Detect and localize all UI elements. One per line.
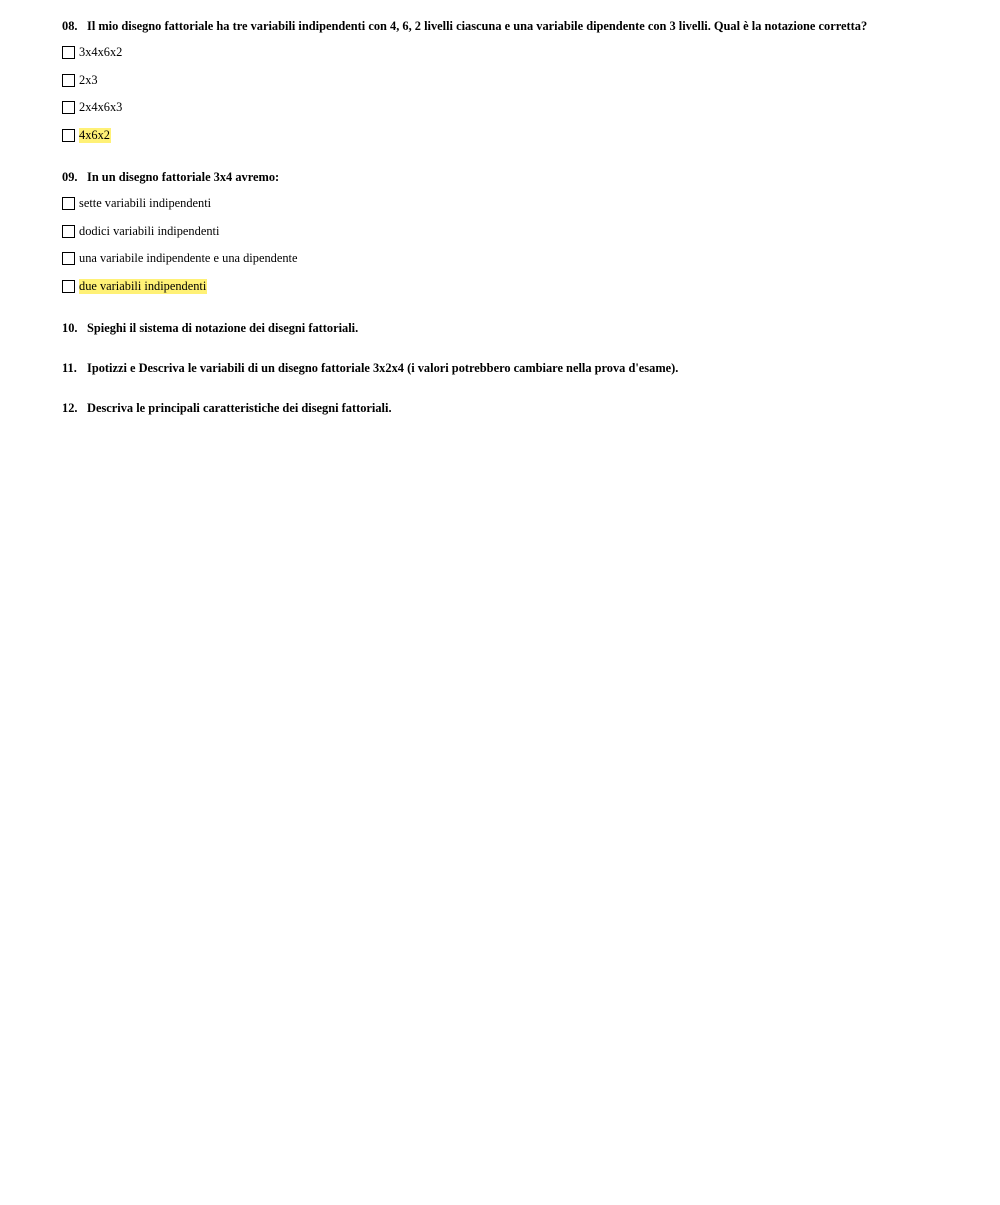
question-title	[62, 360, 678, 376]
answer-option[interactable]	[62, 99, 123, 115]
answer-option-correct[interactable]	[62, 278, 207, 294]
answer-option-correct[interactable]	[62, 127, 111, 143]
answer-text-highlighted: 4x6x2	[79, 127, 110, 142]
question-text: Il mio disegno fattoriale ha tre variabili indipendenti con 4, 6, 2 livelli ciascuna e una variabile dipendente con 3 livelli. Qual è la notazione corretta?	[87, 19, 868, 33]
answer-text: dodici variabili indipendenti	[79, 223, 220, 238]
checkbox[interactable]	[62, 101, 75, 114]
question-title	[62, 169, 279, 185]
checkbox[interactable]	[62, 197, 75, 210]
answer-option[interactable]	[62, 223, 220, 239]
answer-text: sette variabili indipendenti	[79, 195, 212, 210]
answer-text: una variabile indipendente e una dipendente	[79, 250, 298, 265]
checkbox[interactable]	[62, 46, 75, 59]
question-text: In un disegno fattoriale 3x4 avremo:	[87, 170, 280, 184]
question-number: 12.	[62, 401, 78, 415]
question-title	[62, 320, 358, 336]
question-11	[62, 360, 678, 376]
question-text: Ipotizzi e Descriva le variabili di un disegno fattoriale 3x2x4 (i valori potrebbero cambiare nella prova d'esame).	[87, 361, 679, 375]
question-number: 11.	[62, 361, 77, 375]
question-number: 08.	[62, 19, 78, 33]
question-text: Spieghi il sistema di notazione dei disegni fattoriali.	[87, 321, 359, 335]
checkbox[interactable]	[62, 252, 75, 265]
answer-option[interactable]	[62, 72, 99, 88]
question-title	[62, 400, 392, 416]
question-12	[62, 400, 392, 416]
question-08	[62, 18, 867, 34]
answer-option[interactable]	[62, 195, 212, 211]
answer-text: 3x4x6x2	[79, 44, 123, 59]
question-title	[62, 18, 867, 34]
question-09	[62, 169, 279, 185]
answer-option[interactable]	[62, 44, 123, 60]
checkbox[interactable]	[62, 280, 75, 293]
question-number: 09.	[62, 170, 78, 184]
answer-option[interactable]	[62, 250, 298, 266]
checkbox[interactable]	[62, 225, 75, 238]
checkbox[interactable]	[62, 74, 75, 87]
question-text: Descriva le principali caratteristiche dei disegni fattoriali.	[87, 401, 392, 415]
checkbox[interactable]	[62, 129, 75, 142]
answer-text-highlighted: due variabili indipendenti	[79, 278, 207, 293]
answer-text: 2x4x6x3	[79, 99, 123, 114]
answer-text: 2x3	[79, 72, 98, 87]
question-number: 10.	[62, 321, 78, 335]
question-10	[62, 320, 358, 336]
